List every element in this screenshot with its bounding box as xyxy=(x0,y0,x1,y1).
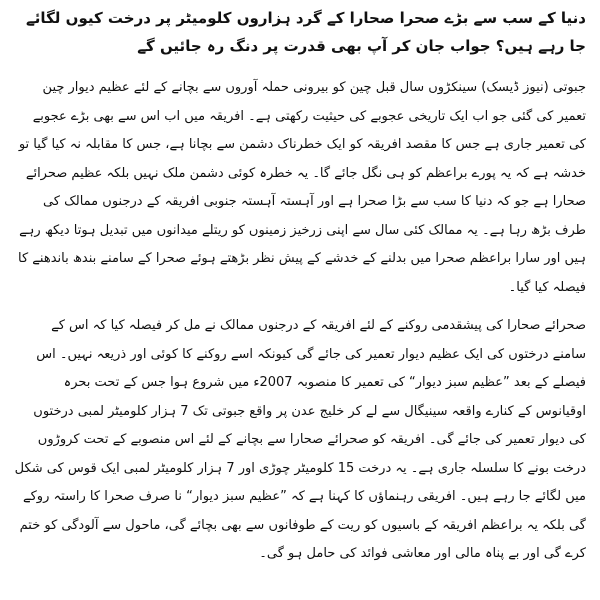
article-paragraph-1: جبوتی (نیوز ڈیسک) سینکڑوں سال قبل چین کو بیرونی حملہ آوروں سے بچانے کے لئے عظیم دیوار چین تعمیر کی گئی جو اب ایک تاریخی عجوبے کی حیثیت رکھتی ہے۔ افریقہ میں اب اس سے بھی بڑے عجوبے کی تعمیر جاری ہے جس کا مقصد افریقہ کو ایک خطرناک دشمن سے بچانا ہے، جس کا مقابلہ نہ کیا گیا تو خدشہ ہے کہ یہ پورے براعظم کو ہی نگل جائے گا۔ یہ خطرہ کوئی دشمن ملک نہیں بلکہ عظیم صحرائے صحارا ہے جو کہ دنیا کا سب سے بڑا صحرا ہے اور آہستہ آہستہ جنوبی افریقہ کے درجنوں ممالک کی طرف بڑھ رہا ہے۔ یہ ممالک کئی سال سے اپنی زرخیز زمینوں کو ریتلے میدانوں میں تبدیل ہوتا دیکھ رہے ہیں اور سارا براعظم صحرا میں بدلنے کے خدشے کے پیش نظر بڑھتے ہوئے صحرا کے سامنے بندھ باندھنے کا فیصلہ کیا گیا۔ xyxy=(18,80,586,295)
article-headline: دنیا کے سب سے بڑے صحرا صحارا کے گرد ہزاروں کلومیٹر پر درخت کیوں لگائے جا رہے ہیں؟ جواب جان کر آپ بھی قدرت پر دنگ رہ جائیں گے xyxy=(26,9,586,55)
article-paragraph-2: صحرائے صحارا کی پیشقدمی روکنے کے لئے افریقہ کے درجنوں ممالک نے مل کر فیصلہ کیا کہ اس کے سامنے درختوں کی ایک عظیم دیوار تعمیر کی جائے گی کیونکہ اسے روکنے کا کوئی اور ذریعہ نہیں۔ اس فیصلے کے بعد ”عظیم سبز دیوار“ کی تعمیر کا منصوبہ 2007ء میں شروع ہوا جس کے تحت بحرہ اوقیانوس کے کنارے واقعہ سینیگال سے لے کر خلیج عدن پر واقع جبوتی تک 7 ہزار کلومیٹر لمبی درختوں کی دیوار تعمیر کی جائے گی۔ افریقہ کو صحرائے صحارا سے بچانے کے لئے اس منصوبے کے تحت کروڑوں درخت بونے کا سلسلہ جاری ہے۔ یہ درخت 15 کلومیٹر چوڑی اور 7 ہزار کلومیٹر لمبی ایک قوس کی شکل میں لگائے جا رہے ہیں۔ افریقی رہنماؤں کا کہنا ہے کہ ”عظیم سبز دیوار“ نا صرف صحرا کا راستہ روکے گی بلکہ یہ براعظم افریقہ کے باسیوں کو ریت کے طوفانوں سے بھی بچائے گی، ماحول سے آلودگی کو ختم کرے گی اور بے پناہ مالی اور معاشی فوائد کی حامل ہو گی۔ xyxy=(14,318,586,561)
